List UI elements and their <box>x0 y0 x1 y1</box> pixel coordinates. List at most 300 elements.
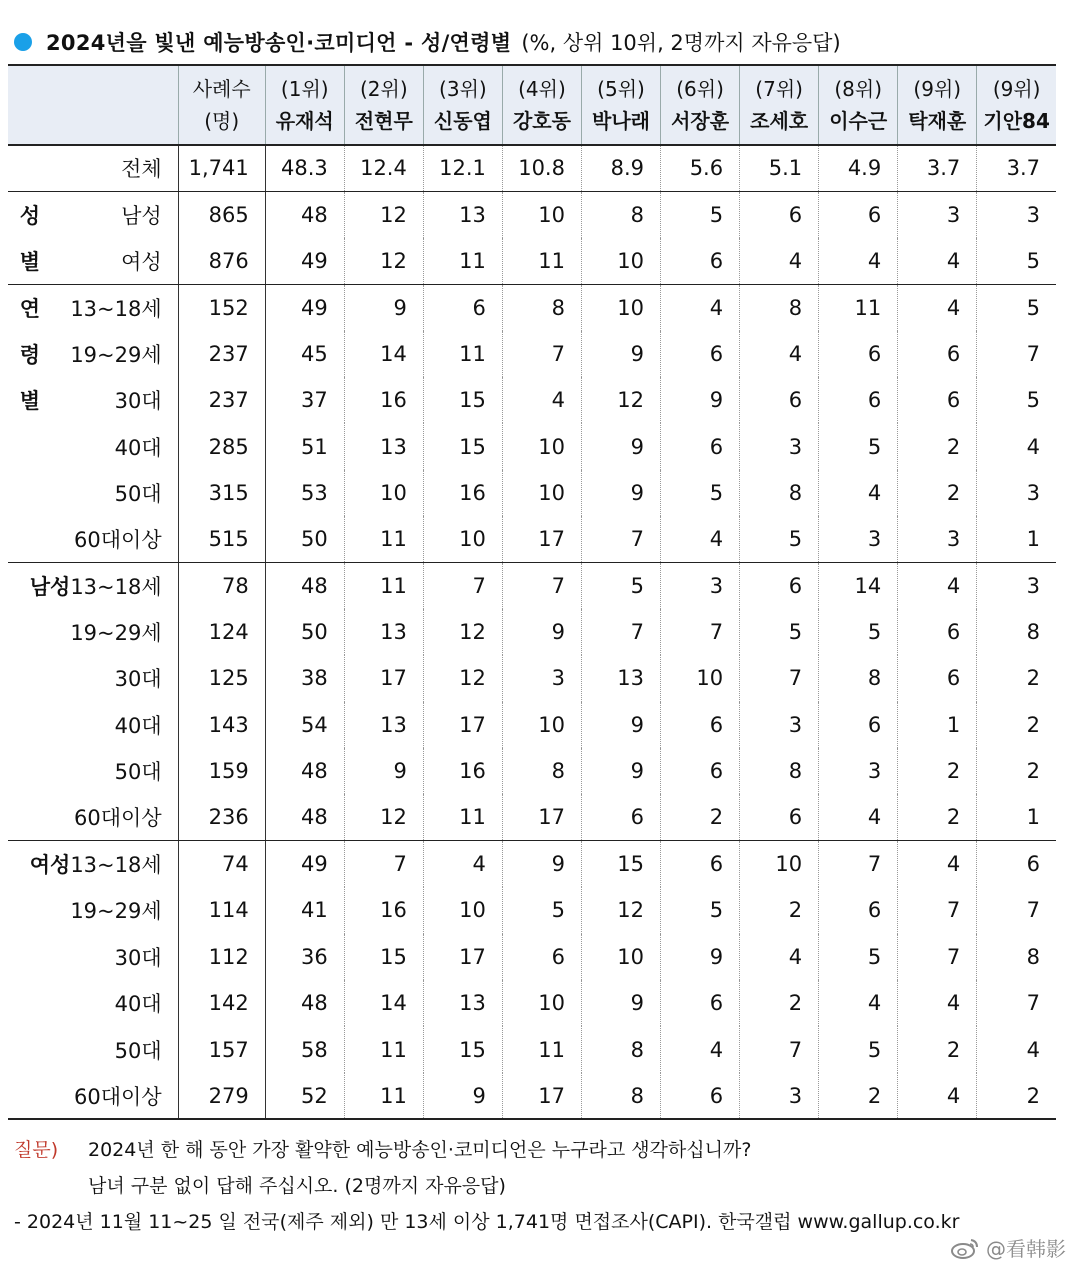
row-label: 50대 <box>114 1038 162 1063</box>
table-row <box>8 516 1056 562</box>
pct-cell: 6 <box>740 794 819 840</box>
pct-cell: 53 <box>265 470 344 516</box>
pct-cell: 4 <box>740 934 819 980</box>
table-row <box>8 145 1056 191</box>
pct-cell: 52 <box>265 1073 344 1119</box>
pct-cell: 2 <box>740 887 819 933</box>
sample-size: 876 <box>178 238 265 284</box>
row-label-cell <box>8 980 178 1026</box>
pct-cell: 3 <box>819 516 898 562</box>
header-col-5 <box>581 65 660 145</box>
question-text-2: 남녀 구분 없이 답해 주십시오. (2명까지 자유응답) <box>88 1175 506 1197</box>
pct-cell: 7 <box>898 887 977 933</box>
header-col-9 <box>898 65 977 145</box>
pct-cell: 15 <box>423 1026 502 1072</box>
pct-cell: 6 <box>977 841 1056 887</box>
pct-cell: 7 <box>819 841 898 887</box>
pct-cell: 11 <box>344 516 423 562</box>
table-row <box>8 1073 1056 1119</box>
header-rank: (9위) <box>992 77 1041 101</box>
pct-cell: 5 <box>977 377 1056 423</box>
sample-size: 124 <box>178 609 265 655</box>
pct-cell: 7 <box>740 655 819 701</box>
pct-cell: 49 <box>265 238 344 284</box>
pct-cell: 41 <box>265 887 344 933</box>
pct-cell: 4 <box>819 470 898 516</box>
table-row <box>8 191 1056 237</box>
pct-cell: 8 <box>502 284 581 330</box>
pct-cell: 13 <box>423 191 502 237</box>
pct-cell: 8 <box>740 470 819 516</box>
pct-cell: 7 <box>977 980 1056 1026</box>
pct-cell: 17 <box>423 702 502 748</box>
pct-cell: 8 <box>581 1026 660 1072</box>
sample-size: 237 <box>178 331 265 377</box>
pct-cell: 17 <box>502 1073 581 1119</box>
table-row <box>8 284 1056 330</box>
pct-cell: 48 <box>265 794 344 840</box>
table-row <box>8 1026 1056 1072</box>
pct-cell: 6 <box>819 191 898 237</box>
pct-cell: 6 <box>661 980 740 1026</box>
pct-cell: 12 <box>581 887 660 933</box>
pct-cell: 8 <box>502 748 581 794</box>
header-rank: (6위) <box>676 77 724 101</box>
pct-cell: 8.9 <box>581 145 660 191</box>
pct-cell: 5 <box>819 1026 898 1072</box>
pct-cell: 50 <box>265 516 344 562</box>
pct-cell: 3.7 <box>977 145 1056 191</box>
row-label-cell <box>8 563 178 609</box>
pct-cell: 2 <box>977 655 1056 701</box>
pct-cell: 10 <box>502 423 581 469</box>
pct-cell: 14 <box>344 980 423 1026</box>
watermark <box>950 1233 1066 1262</box>
pct-cell: 4 <box>898 284 977 330</box>
watermark-text: @看韩影 <box>986 1237 1066 1261</box>
table-row <box>8 841 1056 887</box>
pct-cell: 8 <box>581 1073 660 1119</box>
pct-cell: 5 <box>819 423 898 469</box>
pct-cell: 12 <box>344 191 423 237</box>
pct-cell: 6 <box>661 331 740 377</box>
row-group <box>8 516 56 562</box>
pct-cell: 17 <box>502 516 581 562</box>
sample-size: 143 <box>178 702 265 748</box>
header-name: 유재석 <box>275 109 334 133</box>
row-label: 13~18세 <box>70 296 162 321</box>
pct-cell: 3 <box>977 191 1056 237</box>
pct-cell: 6 <box>819 887 898 933</box>
header-name: 이수근 <box>829 109 888 133</box>
header-col-6 <box>661 65 740 145</box>
pct-cell: 54 <box>265 702 344 748</box>
pct-cell: 4 <box>977 1026 1056 1072</box>
row-label: 40대 <box>114 713 162 738</box>
pct-cell: 13 <box>423 980 502 1026</box>
sample-size: 112 <box>178 934 265 980</box>
pct-cell: 2 <box>898 423 977 469</box>
pct-cell: 11 <box>344 1073 423 1119</box>
results-table <box>8 64 1056 1120</box>
pct-cell: 4 <box>661 1026 740 1072</box>
pct-cell: 6 <box>661 702 740 748</box>
pct-cell: 8 <box>581 191 660 237</box>
pct-cell: 7 <box>977 331 1056 377</box>
pct-cell: 38 <box>265 655 344 701</box>
table-row <box>8 887 1056 933</box>
row-label: 19~29세 <box>70 621 162 646</box>
pct-cell: 4 <box>898 238 977 284</box>
row-label: 60대이상 <box>74 1084 162 1109</box>
pct-cell: 7 <box>502 563 581 609</box>
pct-cell: 2 <box>819 1073 898 1119</box>
pct-cell: 3 <box>898 191 977 237</box>
pct-cell: 3 <box>661 563 740 609</box>
pct-cell: 4 <box>898 980 977 1026</box>
pct-cell: 15 <box>581 841 660 887</box>
pct-cell: 5 <box>977 284 1056 330</box>
pct-cell: 10 <box>740 841 819 887</box>
pct-cell: 11 <box>344 563 423 609</box>
pct-cell: 10 <box>502 191 581 237</box>
pct-cell: 7 <box>502 331 581 377</box>
pct-cell: 10 <box>581 934 660 980</box>
header-rank: (3위) <box>439 77 487 101</box>
sample-size: 236 <box>178 794 265 840</box>
pct-cell: 2 <box>898 1026 977 1072</box>
header-col-3 <box>423 65 502 145</box>
pct-cell: 7 <box>977 887 1056 933</box>
pct-cell: 6 <box>898 609 977 655</box>
pct-cell: 5 <box>661 887 740 933</box>
pct-cell: 1 <box>977 794 1056 840</box>
pct-cell: 4 <box>740 331 819 377</box>
pct-cell: 48 <box>265 563 344 609</box>
pct-cell: 9 <box>344 284 423 330</box>
pct-cell: 4 <box>898 563 977 609</box>
title-main: 2024년을 빛낸 예능방송인·코미디언 - 성/연령별 <box>46 31 512 55</box>
pct-cell: 7 <box>581 609 660 655</box>
sample-size: 1,741 <box>178 145 265 191</box>
sample-size: 152 <box>178 284 265 330</box>
pct-cell: 5 <box>819 934 898 980</box>
row-label-cell <box>8 1026 178 1072</box>
pct-cell: 48 <box>265 980 344 1026</box>
table-row <box>8 655 1056 701</box>
row-label-cell <box>8 702 178 748</box>
pct-cell: 2 <box>661 794 740 840</box>
header-name: 탁재훈 <box>908 109 967 133</box>
pct-cell: 15 <box>344 934 423 980</box>
pct-cell: 10.8 <box>502 145 581 191</box>
sample-size: 285 <box>178 423 265 469</box>
pct-cell: 6 <box>819 331 898 377</box>
pct-cell: 6 <box>898 655 977 701</box>
pct-cell: 2 <box>977 702 1056 748</box>
pct-cell: 1 <box>898 702 977 748</box>
pct-cell: 17 <box>423 934 502 980</box>
pct-cell: 6 <box>661 1073 740 1119</box>
pct-cell: 8 <box>740 748 819 794</box>
pct-cell: 6 <box>740 563 819 609</box>
row-label: 50대 <box>114 481 162 506</box>
pct-cell: 4 <box>661 284 740 330</box>
pct-cell: 1 <box>977 516 1056 562</box>
pct-cell: 11 <box>344 1026 423 1072</box>
pct-cell: 4 <box>898 841 977 887</box>
pct-cell: 36 <box>265 934 344 980</box>
pct-cell: 2 <box>898 748 977 794</box>
footnotes <box>14 1132 959 1240</box>
pct-cell: 2 <box>977 748 1056 794</box>
row-label: 13~18세 <box>70 574 162 599</box>
pct-cell: 37 <box>265 377 344 423</box>
header-name: 서장훈 <box>671 109 730 133</box>
pct-cell: 2 <box>898 794 977 840</box>
pct-cell: 9 <box>502 609 581 655</box>
pct-cell: 50 <box>265 609 344 655</box>
header-col-7 <box>740 65 819 145</box>
pct-cell: 16 <box>423 748 502 794</box>
pct-cell: 6 <box>819 377 898 423</box>
pct-cell: 5 <box>819 609 898 655</box>
pct-cell: 4 <box>819 794 898 840</box>
header-name: 전현무 <box>354 109 413 133</box>
pct-cell: 6 <box>740 191 819 237</box>
row-group: 연 <box>19 296 41 321</box>
header-rank: (4위) <box>518 77 566 101</box>
pct-cell: 15 <box>423 377 502 423</box>
row-group: 여성 <box>29 853 71 878</box>
pct-cell: 4 <box>740 238 819 284</box>
row-label: 19~29세 <box>70 899 162 924</box>
title-sub: (%, 상위 10위, 2명까지 자유응답) <box>521 31 841 55</box>
row-label: 13~18세 <box>70 853 162 878</box>
pct-cell: 7 <box>581 516 660 562</box>
source-note: - 2024년 11월 11~25 일 전국(제주 제외) 만 13세 이상 1,741명 면접조사(CAPI). 한국갤럽 www.gallup.co.kr <box>14 1211 960 1233</box>
pct-cell: 5.6 <box>661 145 740 191</box>
pct-cell: 14 <box>344 331 423 377</box>
sample-size: 515 <box>178 516 265 562</box>
pct-cell: 5.1 <box>740 145 819 191</box>
pct-cell: 58 <box>265 1026 344 1072</box>
row-label: 60대이상 <box>74 806 162 831</box>
pct-cell: 10 <box>661 655 740 701</box>
pct-cell: 13 <box>344 609 423 655</box>
pct-cell: 48 <box>265 748 344 794</box>
header-col-1 <box>265 65 344 145</box>
pct-cell: 3 <box>740 423 819 469</box>
pct-cell: 8 <box>977 934 1056 980</box>
pct-cell: 10 <box>344 470 423 516</box>
pct-cell: 4 <box>661 516 740 562</box>
header-rank: (2위) <box>359 77 408 101</box>
table-row <box>8 748 1056 794</box>
pct-cell: 11 <box>502 1026 581 1072</box>
row-label-cell <box>8 887 178 933</box>
pct-cell: 12 <box>423 609 502 655</box>
pct-cell: 12 <box>344 238 423 284</box>
pct-cell: 7 <box>423 563 502 609</box>
row-group <box>8 423 56 469</box>
pct-cell: 13 <box>344 702 423 748</box>
pct-cell: 9 <box>581 423 660 469</box>
pct-cell: 17 <box>502 794 581 840</box>
row-label-cell <box>8 841 178 887</box>
row-label: 40대 <box>114 992 162 1017</box>
pct-cell: 9 <box>581 980 660 1026</box>
pct-cell: 3 <box>740 702 819 748</box>
pct-cell: 49 <box>265 841 344 887</box>
pct-cell: 10 <box>423 516 502 562</box>
pct-cell: 5 <box>977 238 1056 284</box>
pct-cell: 9 <box>502 841 581 887</box>
pct-cell: 3 <box>898 516 977 562</box>
header-rank: (5위) <box>597 77 645 101</box>
pct-cell: 4 <box>423 841 502 887</box>
pct-cell: 6 <box>819 702 898 748</box>
table-row <box>8 331 1056 377</box>
row-group: 성 <box>19 203 41 228</box>
row-label: 60대이상 <box>56 516 178 562</box>
sample-size: 142 <box>178 980 265 1026</box>
pct-cell: 10 <box>502 702 581 748</box>
pct-cell: 7 <box>661 609 740 655</box>
pct-cell: 13 <box>581 655 660 701</box>
table-row <box>8 609 1056 655</box>
pct-cell: 7 <box>898 934 977 980</box>
header-rank: (1위) <box>280 77 329 101</box>
header-n <box>178 65 265 145</box>
sample-size: 279 <box>178 1073 265 1119</box>
pct-cell: 9 <box>661 377 740 423</box>
row-label: 30대 <box>114 945 162 970</box>
question-label: 질문) <box>14 1139 59 1161</box>
row-label: 30대 <box>114 389 162 414</box>
pct-cell: 7 <box>740 1026 819 1072</box>
pct-cell: 11 <box>819 284 898 330</box>
pct-cell: 4 <box>819 238 898 284</box>
pct-cell: 48 <box>265 191 344 237</box>
pct-cell: 16 <box>344 887 423 933</box>
row-label: 30대 <box>114 667 162 692</box>
pct-cell: 10 <box>423 887 502 933</box>
pct-cell: 12 <box>581 377 660 423</box>
pct-cell: 9 <box>581 748 660 794</box>
pct-cell: 8 <box>740 284 819 330</box>
pct-cell: 10 <box>581 284 660 330</box>
row-label: 40대 <box>114 435 162 460</box>
pct-cell: 6 <box>661 841 740 887</box>
pct-cell: 5 <box>661 470 740 516</box>
page-title <box>14 22 841 62</box>
header-rank: (7위) <box>755 77 803 101</box>
row-label-cell <box>8 934 178 980</box>
pct-cell: 2 <box>740 980 819 1026</box>
pct-cell: 48.3 <box>265 145 344 191</box>
table-row <box>8 794 1056 840</box>
table-row <box>8 470 1056 516</box>
pct-cell: 15 <box>423 423 502 469</box>
pct-cell: 4.9 <box>819 145 898 191</box>
sample-size: 157 <box>178 1026 265 1072</box>
pct-cell: 12.1 <box>423 145 502 191</box>
pct-cell: 11 <box>423 331 502 377</box>
pct-cell: 4 <box>977 423 1056 469</box>
question-line-1 <box>14 1132 959 1168</box>
question-text-1: 2024년 한 해 동안 가장 활약한 예능방송인·코미디언은 누구라고 생각하십니까? <box>88 1139 752 1161</box>
table-row <box>8 702 1056 748</box>
row-group: 별 <box>19 389 41 414</box>
table-row <box>8 980 1056 1026</box>
pct-cell: 3 <box>819 748 898 794</box>
pct-cell: 11 <box>423 238 502 284</box>
pct-cell: 13 <box>344 423 423 469</box>
row-label-cell <box>8 609 178 655</box>
header-n-label: 사례수 <box>192 77 251 101</box>
header-rank: (9위) <box>913 77 962 101</box>
header-name: 조세호 <box>750 109 809 133</box>
pct-cell: 9 <box>581 470 660 516</box>
pct-cell: 6 <box>502 934 581 980</box>
sample-size: 237 <box>178 377 265 423</box>
pct-cell: 10 <box>502 980 581 1026</box>
row-label: 50대 <box>114 760 162 785</box>
header-rank: (8위) <box>834 77 883 101</box>
row-group: 남성 <box>29 574 71 599</box>
pct-cell: 9 <box>661 934 740 980</box>
sample-size: 865 <box>178 191 265 237</box>
pct-cell: 45 <box>265 331 344 377</box>
header-col-8 <box>819 65 898 145</box>
pct-cell: 3 <box>977 563 1056 609</box>
pct-cell: 4 <box>819 980 898 1026</box>
pct-cell: 17 <box>344 655 423 701</box>
pct-cell: 6 <box>740 377 819 423</box>
table-row <box>8 423 1056 469</box>
pct-cell: 11 <box>423 794 502 840</box>
row-label-cell <box>8 655 178 701</box>
header-col-10 <box>977 65 1056 145</box>
pct-cell: 3 <box>740 1073 819 1119</box>
sample-size: 74 <box>178 841 265 887</box>
pct-cell: 6 <box>581 794 660 840</box>
pct-cell: 3 <box>502 655 581 701</box>
row-label: 19~29세 <box>70 342 162 367</box>
pct-cell: 2 <box>977 1073 1056 1119</box>
header-name: 신동엽 <box>433 109 492 133</box>
sample-size: 315 <box>178 470 265 516</box>
sample-size: 125 <box>178 655 265 701</box>
pct-cell: 3.7 <box>898 145 977 191</box>
row-label: 전체 <box>8 145 178 191</box>
pct-cell: 8 <box>977 609 1056 655</box>
pct-cell: 10 <box>502 470 581 516</box>
table-row <box>8 563 1056 609</box>
row-label: 남성 <box>121 203 162 228</box>
pct-cell: 7 <box>344 841 423 887</box>
pct-cell: 8 <box>819 655 898 701</box>
pct-cell: 6 <box>423 284 502 330</box>
row-group <box>8 470 56 516</box>
pct-cell: 3 <box>977 470 1056 516</box>
pct-cell: 9 <box>344 748 423 794</box>
table-row <box>8 934 1056 980</box>
header-col-2 <box>344 65 423 145</box>
pct-cell: 5 <box>740 516 819 562</box>
pct-cell: 9 <box>581 331 660 377</box>
